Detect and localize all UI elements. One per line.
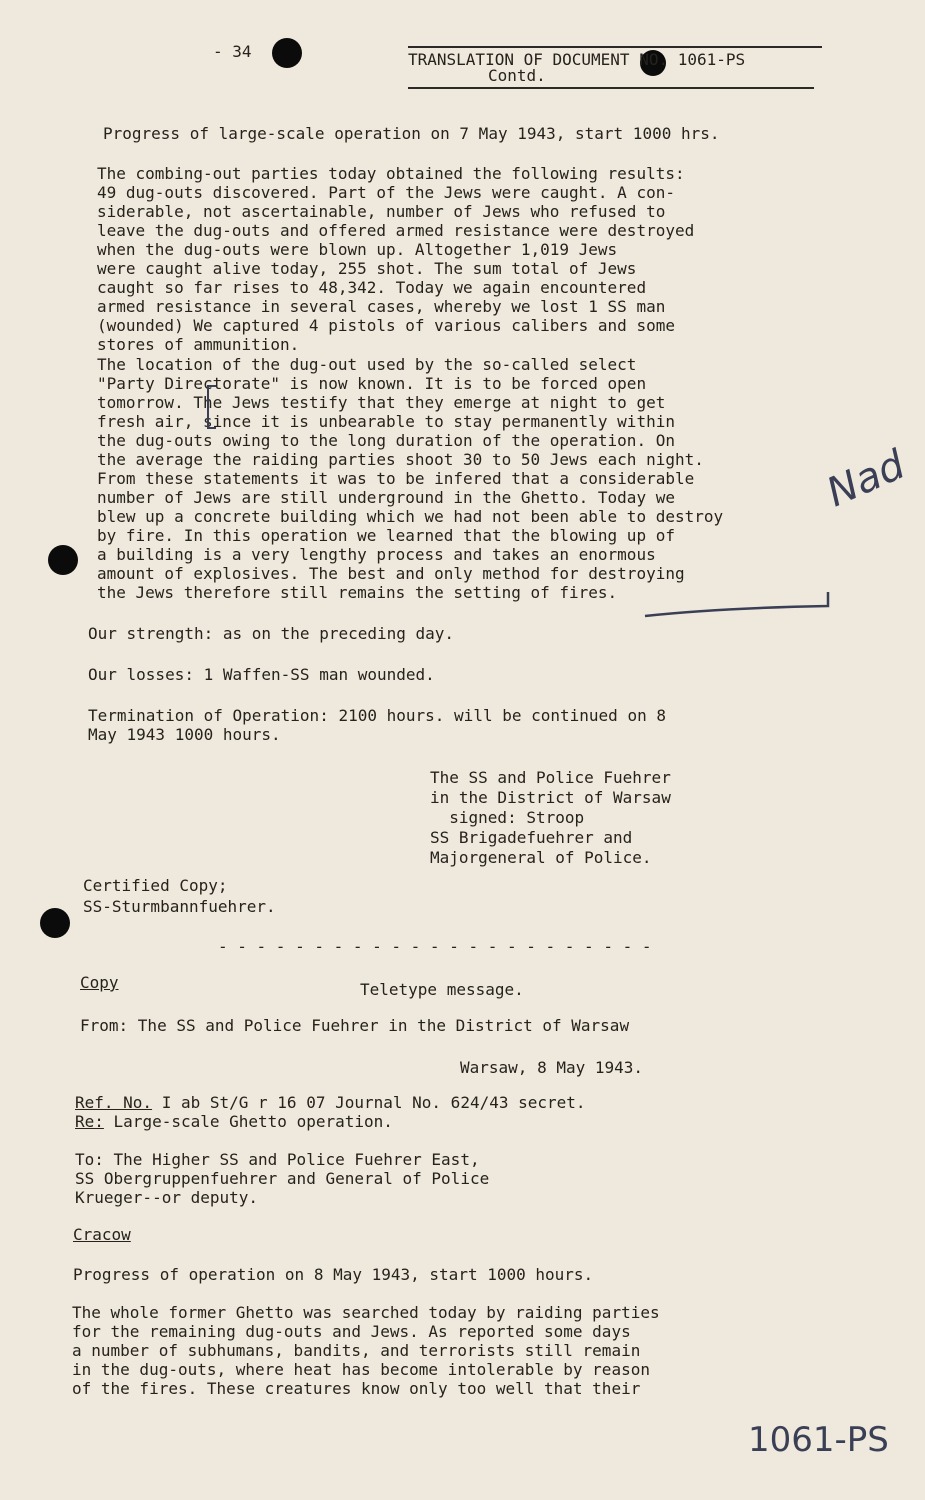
section2-heading: Progress of operation on 8 May 1943, start 1000 hours. [73,1265,594,1284]
body-line: the average the raiding parties shoot 30 to 50 Jews each night. [97,450,704,469]
contd-label: Contd. [488,66,546,85]
to-line: To: The Higher SS and Police Fuehrer East, [75,1150,480,1169]
body-line: by fire. In this operation we learned that the blowing up of [97,526,675,545]
binder-hole-top [272,38,302,68]
body-line: blew up a concrete building which we had not been able to destroy [97,507,724,526]
body-line: The whole former Ghetto was searched today by raiding parties [72,1303,660,1322]
hand-bracket-mark [200,380,840,630]
body-line: armed resistance in several cases, whereby we lost 1 SS man [97,297,666,316]
body-line: number of Jews are still underground in the Ghetto. Today we [97,488,675,507]
message-type: Teletype message. [360,980,524,999]
strength-line: Our strength: as on the preceding day. [88,624,455,643]
ref-line [75,1093,586,1112]
body-line: the dug-outs owing to the long duration of the operation. On [97,431,675,450]
city-label: Cracow [73,1225,131,1244]
body-line: From these statements it was to be infered that a considerable [97,469,695,488]
page-number: - 34 [213,42,252,61]
body-line: a building is a very lengthy process and takes an enormous [97,545,656,564]
ref-label: Ref. No. [75,1093,153,1112]
section-divider: - - - - - - - - - - - - - - - - - - - - - - - [218,937,652,956]
from-line: From: The SS and Police Fuehrer in the District of Warsaw [80,1016,630,1035]
body-line: in the dug-outs, where heat has become intolerable by reason [72,1360,650,1379]
body-line: a number of subhumans, bandits, and terrorists still remain [72,1341,641,1360]
body-line: (wounded) We captured 4 pistols of various calibers and some [97,316,675,335]
body-line: amount of explosives. The best and only method for destroying [97,564,685,583]
re-label: Re: [75,1112,104,1131]
body-line: were caught alive today, 255 shot. The sum total of Jews [97,259,637,278]
signature-line: The SS and Police Fuehrer [430,768,671,787]
re-line [75,1112,393,1131]
body-line: The location of the dug-out used by the so-called select [97,355,637,374]
body-line: "Party Directorate" is now known. It is to be forced open [97,374,647,393]
to-line: Krueger--or deputy. [75,1188,259,1207]
margin-note: Nad [820,441,912,517]
translation-title: TRANSLATION OF DOCUMENT NO. 1061-PS [408,50,746,69]
body-line: for the remaining dug-outs and Jews. As reported some days [72,1322,631,1341]
signature-line: Majorgeneral of Police. [430,848,652,867]
certified-line: SS-Sturmbannfuehrer. [83,897,276,916]
body-line: siderable, not ascertainable, number of Jews who refused to [97,202,666,221]
body-line: caught so far rises to 48,342. Today we again encountered [97,278,647,297]
re-text: Large-scale Ghetto operation. [103,1112,393,1131]
signature-line: SS Brigadefuehrer and [430,828,633,847]
binder-hole-middle [48,545,78,575]
ref-text: I ab St/G r 16 07 Journal No. 624/43 secret. [152,1093,586,1112]
header-rule-bottom [408,87,814,89]
to-line: SS Obergruppenfuehrer and General of Police [75,1169,490,1188]
body-line: fresh air, since it is unbearable to stay permanently within [97,412,675,431]
signature-line: signed: Stroop [430,808,585,827]
binder-hole-lower [40,908,70,938]
body-line: 49 dug-outs discovered. Part of the Jews were caught. A con- [97,183,675,202]
date-line: Warsaw, 8 May 1943. [460,1058,644,1077]
certified-line: Certified Copy; [83,876,228,895]
copy-label: Copy [80,973,119,992]
body-line: The combing-out parties today obtained the following results: [97,164,685,183]
losses-line: Our losses: 1 Waffen-SS man wounded. [88,665,435,684]
body-line: tomorrow. The Jews testify that they emerge at night to get [97,393,666,412]
header-rule-top [408,46,822,48]
termination-line: May 1943 1000 hours. [88,725,281,744]
termination-line: Termination of Operation: 2100 hours. will be continued on 8 [88,706,666,725]
body-line: when the dug-outs were blown up. Altogether 1,019 Jews [97,240,618,259]
body-line: of the fires. These creatures know only too well that their [72,1379,641,1398]
signature-line: in the District of Warsaw [430,788,671,807]
body-line: stores of ammunition. [97,335,300,354]
body-line: leave the dug-outs and offered armed resistance were destroyed [97,221,695,240]
body-line: the Jews therefore still remains the setting of fires. [97,583,618,602]
section1-heading: Progress of large-scale operation on 7 May 1943, start 1000 hrs. [103,124,720,143]
handwritten-document-number: 1061-PS [748,1420,889,1460]
